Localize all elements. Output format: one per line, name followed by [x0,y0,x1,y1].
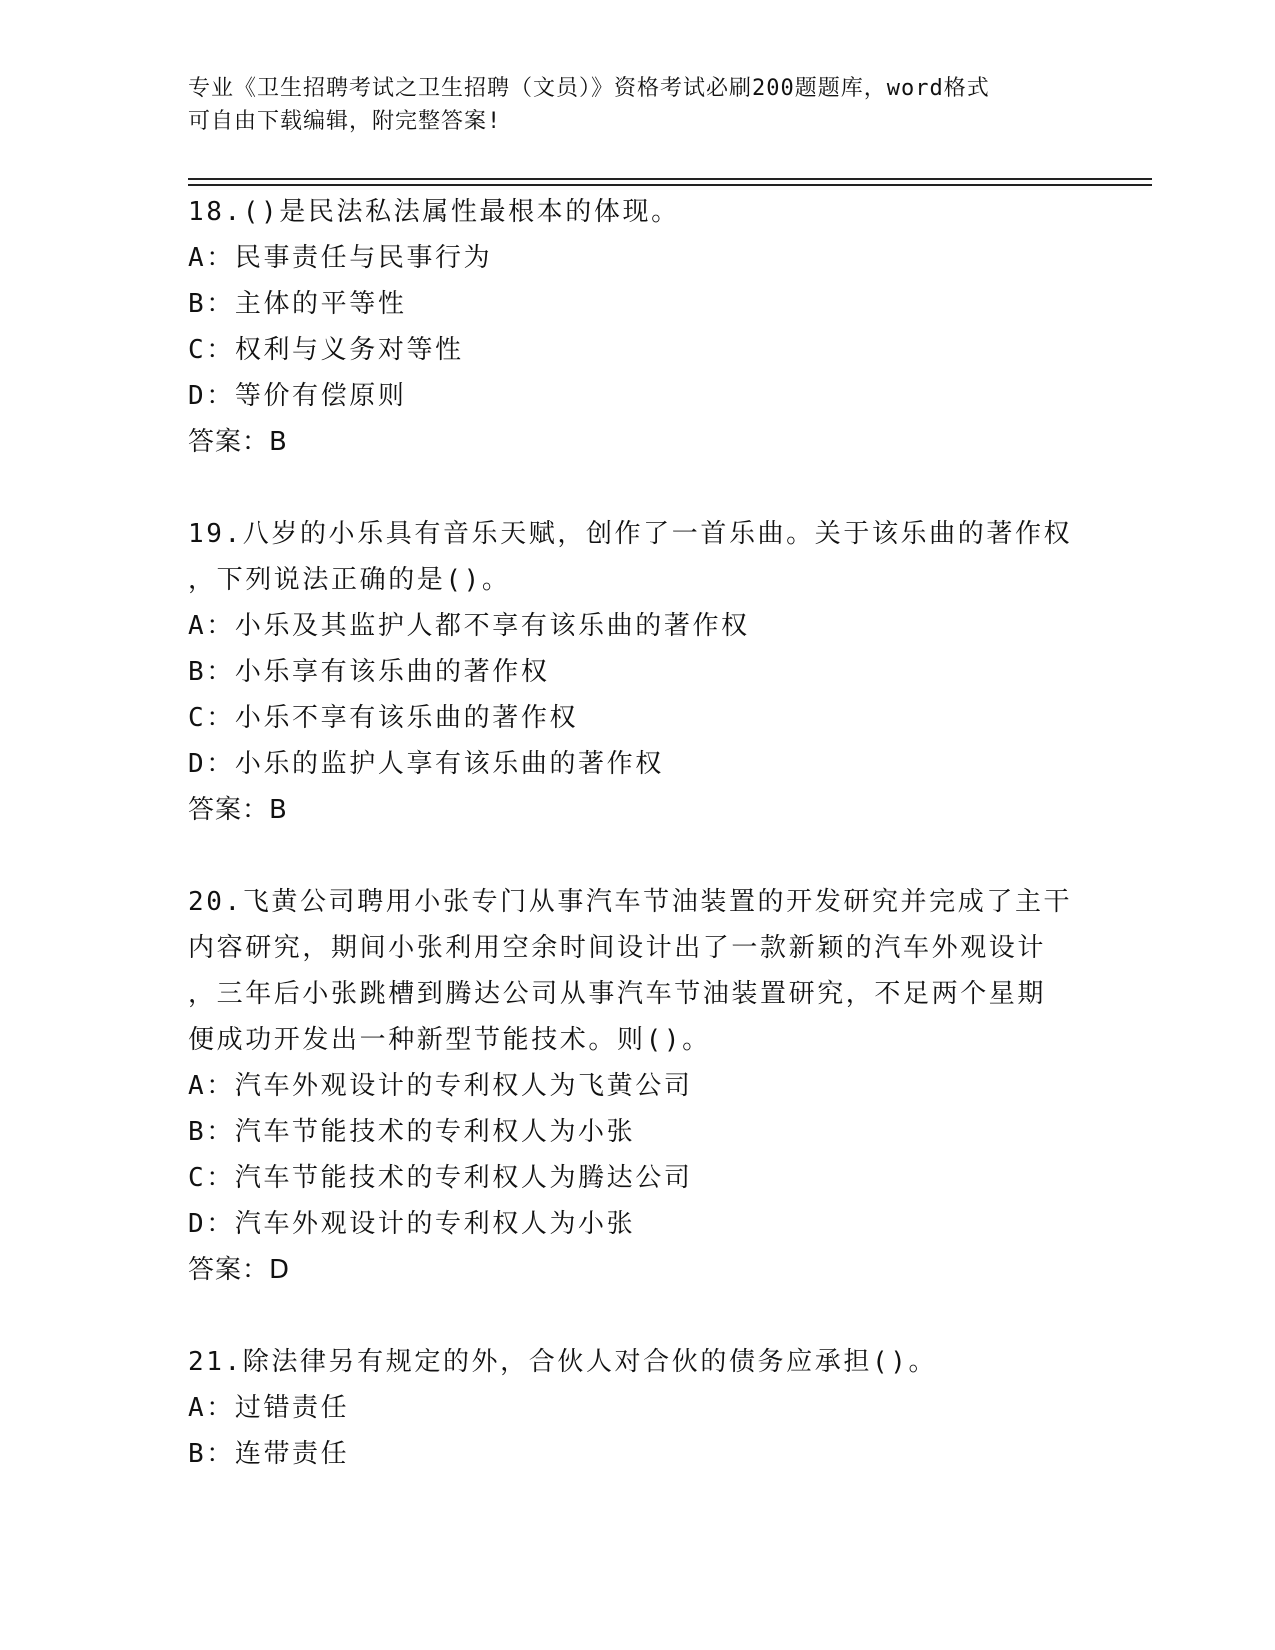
question-block [188,879,1088,1293]
option-a: A：过错责任 [188,1393,350,1423]
question-text: 19.八岁的小乐具有音乐天赋，创作了一首乐曲。关于该乐曲的著作权 [188,519,1073,549]
answer: 答案：B [188,795,288,825]
option-d: D：等价有偿原则 [188,381,407,411]
question-text: 便成功开发出一种新型节能技术。则()。 [188,1025,711,1055]
question-text: ，三年后小张跳槽到腾达公司从事汽车节油装置研究，不足两个星期 [188,979,1047,1009]
option-a: A：汽车外观设计的专利权人为飞黄公司 [188,1071,693,1101]
header-line: 可自由下载编辑，附完整答案! [188,109,502,134]
spacer [188,833,1088,879]
question-block [188,511,1088,833]
option-b: B：汽车节能技术的专利权人为小张 [188,1117,636,1147]
header-divider [188,184,1152,186]
spacer [188,465,1088,511]
option-d: D：汽车外观设计的专利权人为小张 [188,1209,636,1239]
spacer [188,1293,1088,1339]
answer: 答案：D [188,1255,291,1285]
option-c: C：权利与义务对等性 [188,335,464,365]
option-c: C：汽车节能技术的专利权人为腾达公司 [188,1163,693,1193]
document-header [188,72,1088,138]
header-line: 专业《卫生招聘考试之卫生招聘（文员）》资格考试必刷200题题库，word格式 [188,76,990,101]
option-c: C：小乐不享有该乐曲的著作权 [188,703,579,733]
question-text: 内容研究，期间小张利用空余时间设计出了一款新颖的汽车外观设计 [188,933,1047,963]
question-list [188,189,1088,1477]
question-text: ，下列说法正确的是()。 [188,565,511,595]
question-text: 21.除法律另有规定的外，合伙人对合伙的债务应承担()。 [188,1347,938,1377]
option-b: B：连带责任 [188,1439,350,1469]
question-block [188,189,1088,465]
option-a: A：小乐及其监护人都不享有该乐曲的著作权 [188,611,750,641]
option-b: B：小乐享有该乐曲的著作权 [188,657,550,687]
question-text: 18.()是民法私法属性最根本的体现。 [188,197,680,227]
question-block [188,1339,1088,1477]
answer: 答案：B [188,427,288,457]
option-a: A：民事责任与民事行为 [188,243,493,273]
option-b: B：主体的平等性 [188,289,407,319]
header-divider [188,178,1152,180]
question-text: 20.飞黄公司聘用小张专门从事汽车节油装置的开发研究并完成了主干 [188,887,1073,917]
option-d: D：小乐的监护人享有该乐曲的著作权 [188,749,664,779]
